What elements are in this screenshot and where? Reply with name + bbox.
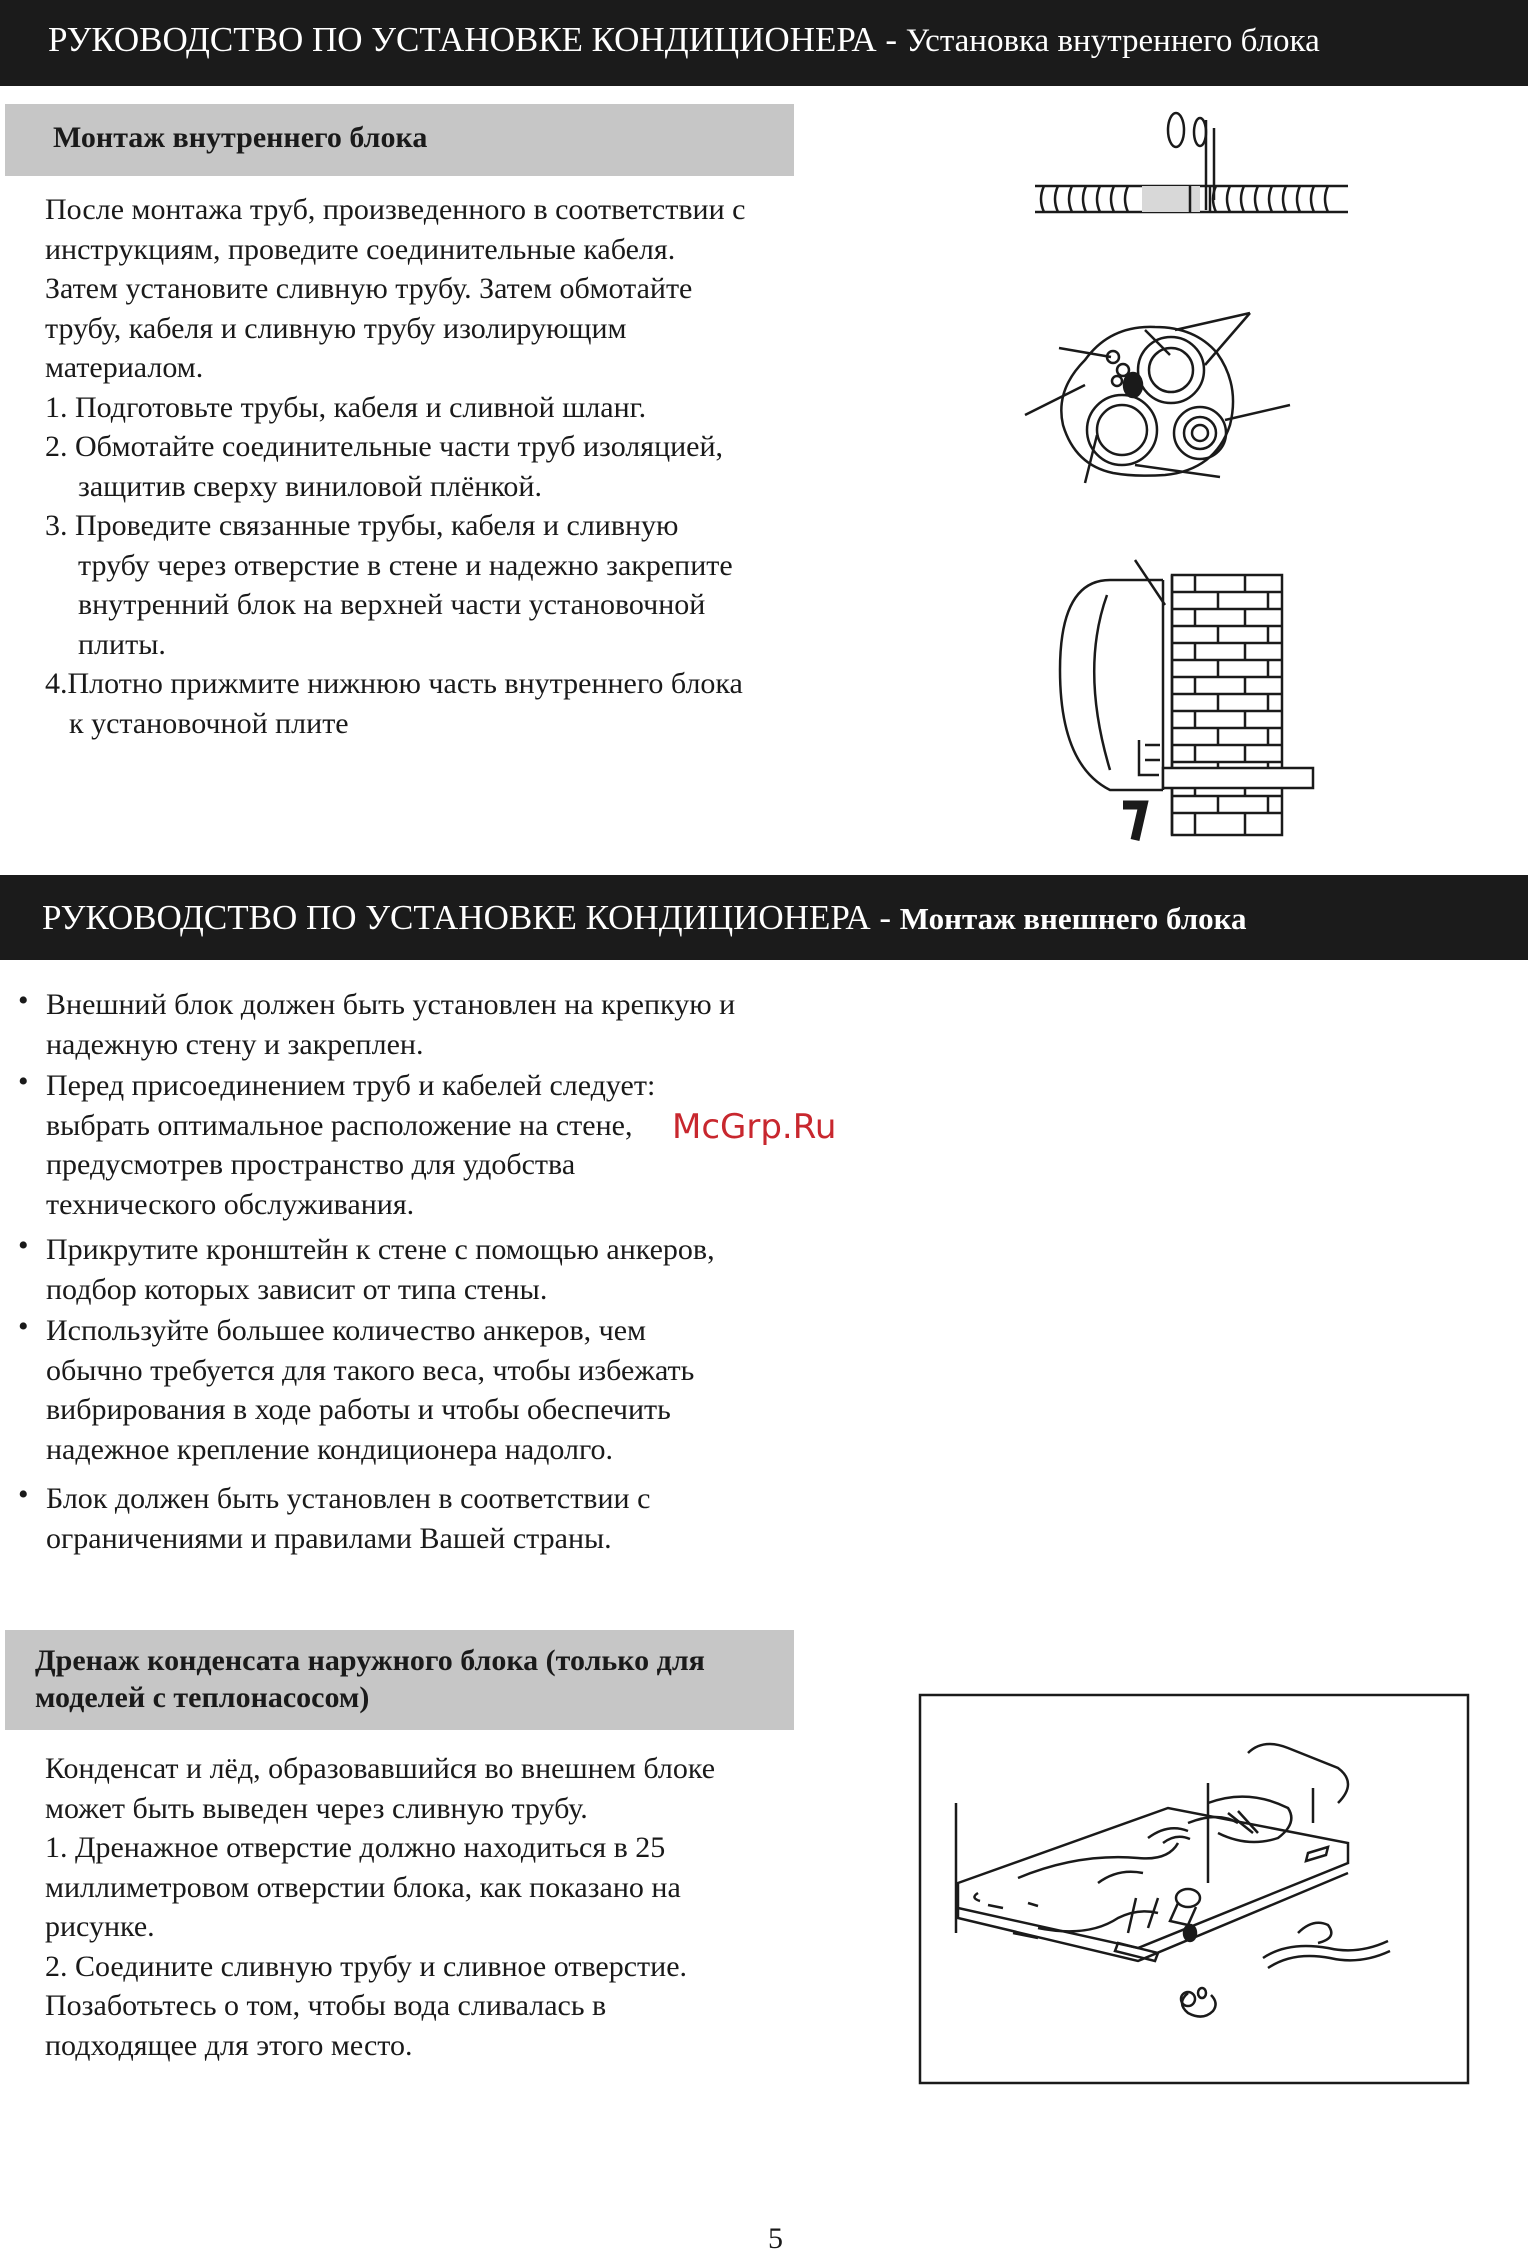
list-item	[18, 1230, 878, 1309]
cable-bundle-figure	[1025, 305, 1305, 495]
subheading-condensate-drain	[5, 1630, 794, 1730]
paragraph-line: трубу, кабеля и сливную трубу изолирующим	[45, 311, 627, 345]
step-3: 3. Проведите связанные трубы, кабеля и сливную	[45, 509, 679, 542]
step-3-cont: трубу через отверстие в стене и надежно закрепите	[78, 548, 733, 582]
step-2: 2. Обмотайте соединительные части труб изоляцией,	[45, 430, 724, 463]
list-item-line: Перед присоединением труб и кабелей следует:	[46, 1069, 656, 1102]
banner-subtitle: Монтаж внешнего блока	[899, 901, 1247, 936]
list-item-line: Блок должен быть установлен в соответствии с	[46, 1482, 651, 1515]
banner-title: РУКОВОДСТВО ПО УСТАНОВКЕ КОНДИЦИОНЕРА -	[42, 898, 900, 937]
step-4-cont: к установочной плите	[69, 706, 349, 740]
step-3-cont: плиты.	[78, 627, 166, 661]
list-item-line: вибрирования в ходе работы и чтобы обеспечить	[46, 1393, 671, 1426]
list-item-line: предусмотрев пространство для удобства	[46, 1148, 576, 1181]
list-item-line: ограничениями и правилами Вашей страны.	[46, 1521, 612, 1555]
bullet-icon: •	[18, 984, 29, 1017]
step-1-cont: рисунке.	[45, 1910, 155, 1943]
banner-title: РУКОВОДСТВО ПО УСТАНОВКЕ КОНДИЦИОНЕРА -	[48, 20, 906, 59]
subheading-line: моделей с теплонасосом)	[35, 1681, 370, 1714]
step-2-cont: защитив сверху виниловой плёнкой.	[78, 469, 542, 503]
list-item-line: подбор которых зависит от типа стены.	[46, 1272, 548, 1306]
subheading-indoor-mounting: Монтаж внутреннего блока	[5, 104, 794, 176]
list-item-line: выбрать оптимальное расположение на стене,	[46, 1108, 633, 1142]
list-item-line: Используйте большее количество анкеров, чем	[46, 1314, 647, 1347]
drain-joint-figure	[918, 1693, 1470, 2085]
banner-subtitle: Установка внутреннего блока	[905, 23, 1320, 59]
list-item	[18, 985, 878, 1064]
list-item	[18, 1479, 878, 1558]
list-item-line: надежную стену и закреплен.	[46, 1027, 424, 1061]
list-item-line: технического обслуживания.	[46, 1187, 415, 1221]
indoor-unit-wall-figure	[1055, 555, 1315, 850]
condensate-drain-instructions	[45, 1749, 845, 2065]
paragraph-line: Затем установите сливную трубу. Затем обмотайте	[45, 272, 693, 305]
list-item-line: обычно требуется для такого веса, чтобы избежать	[46, 1353, 695, 1387]
list-item-line: надежное крепление кондиционера надолго.	[46, 1432, 614, 1466]
step-1-cont: миллиметровом отверстии блока, как показано на	[45, 1870, 681, 1904]
outdoor-install-list	[18, 985, 878, 1558]
paragraph-line: материалом.	[45, 351, 204, 384]
step-1: 1. Дренажное отверстие должно находиться в 25	[45, 1831, 666, 1864]
step-2-cont: Позаботьтесь о том, чтобы вода сливалась в	[45, 1989, 607, 2022]
paragraph-line: инструкциям, проведите соединительные кабеля.	[45, 232, 676, 266]
list-item-line: Внешний блок должен быть установлен на крепкую и	[46, 988, 736, 1021]
paragraph-line: После монтажа труб, произведенного в соответствии с	[45, 193, 746, 226]
subheading-line: Дренаж конденсата наружного блока (только для	[35, 1644, 705, 1677]
step-3-cont: внутренний блок на верхней части установочной	[78, 588, 706, 621]
step-1: 1. Подготовьте трубы, кабеля и сливной шланг.	[45, 390, 647, 424]
section-banner-outdoor	[0, 875, 1528, 960]
bullet-icon: •	[18, 1065, 29, 1098]
step-4: 4.Плотно прижмите нижнюю часть внутреннего блока	[45, 667, 743, 700]
step-2: 2. Соедините сливную трубу и сливное отверстие.	[45, 1949, 688, 1983]
indoor-install-instructions	[45, 190, 875, 743]
bullet-icon: •	[18, 1310, 29, 1343]
list-item	[18, 1311, 878, 1469]
list-item-line: Прикрутите кронштейн к стене с помощью анкеров,	[46, 1233, 715, 1266]
page-number: 5	[768, 2222, 783, 2255]
paragraph-line: Конденсат и лёд, образовавшийся во внешнем блоке	[45, 1752, 716, 1785]
paragraph-line: может быть выведен через сливную трубу.	[45, 1791, 588, 1825]
watermark: McGrp.Ru	[672, 1107, 837, 1147]
step-2-cont: подходящее для этого место.	[45, 2028, 413, 2062]
section-banner-indoor	[0, 0, 1528, 86]
pipe-wrapping-figure	[1030, 110, 1350, 230]
bullet-icon: •	[18, 1478, 29, 1511]
bullet-icon: •	[18, 1229, 29, 1262]
